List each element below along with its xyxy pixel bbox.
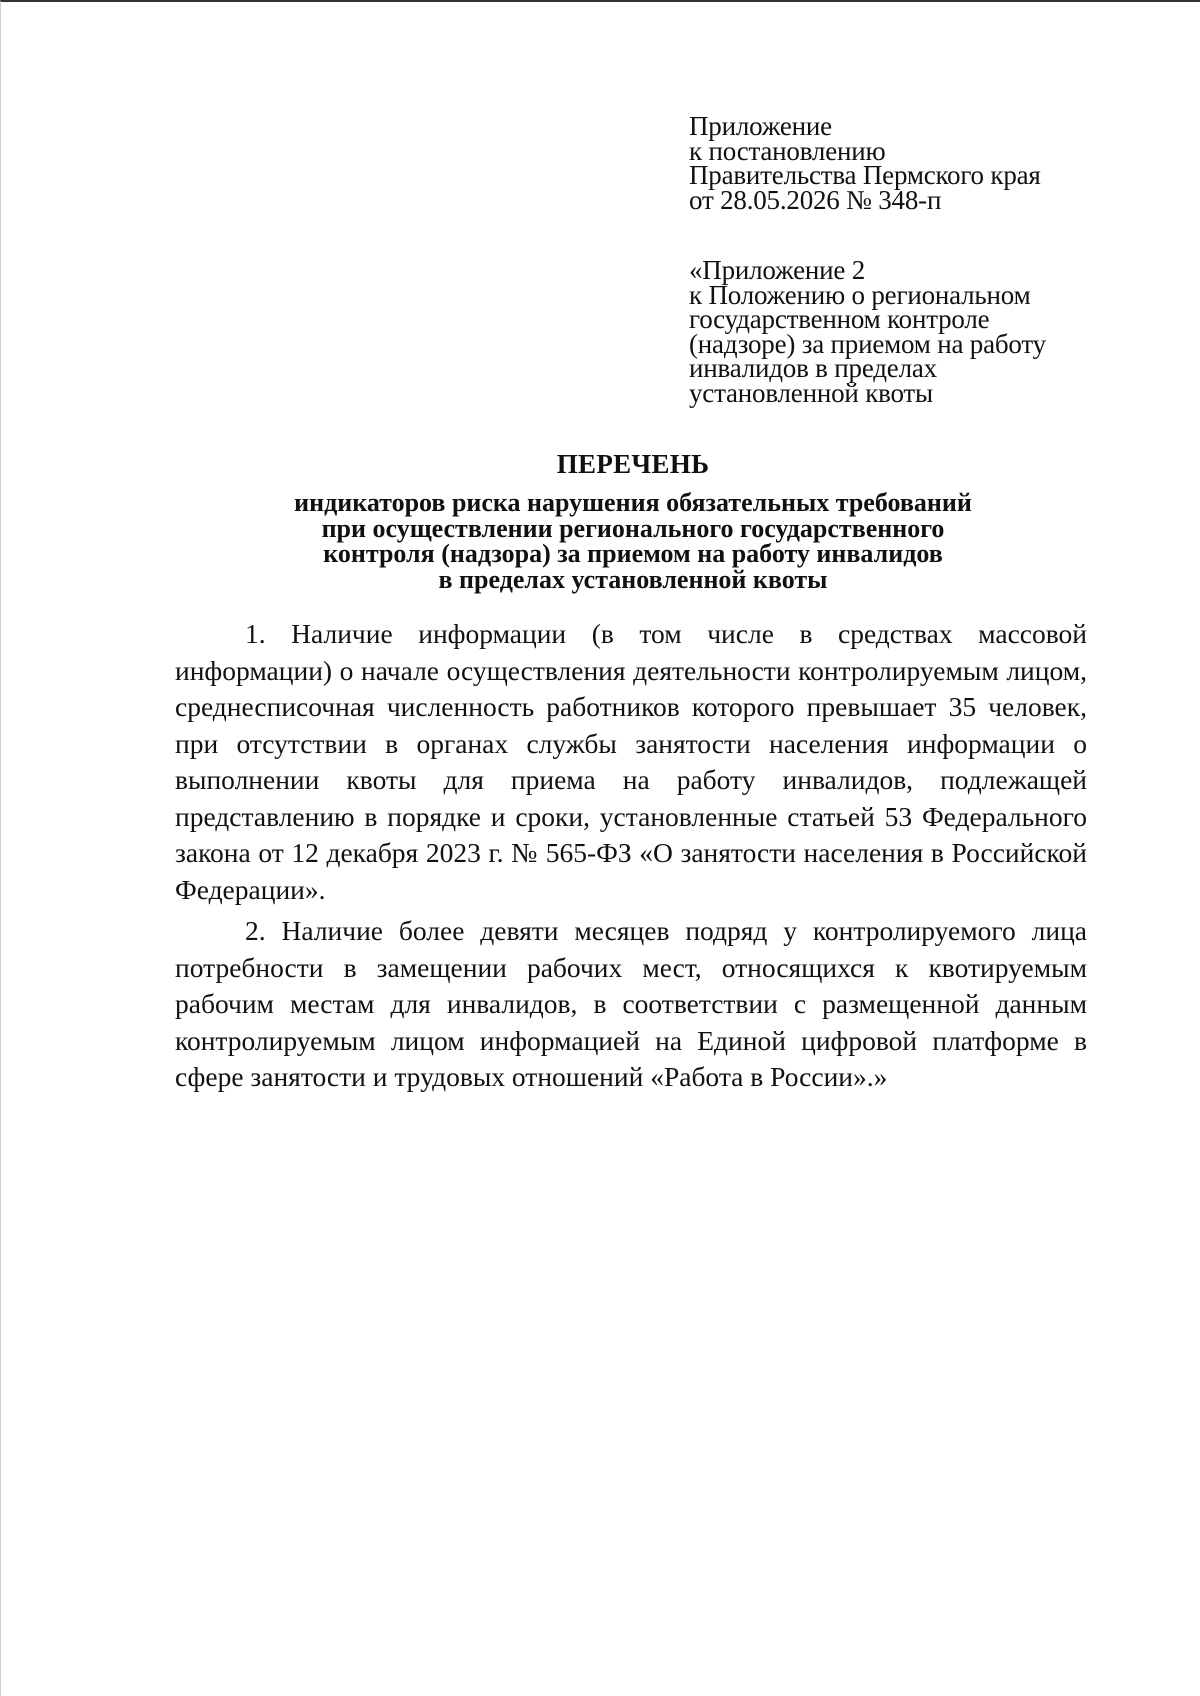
subtitle-line: в пределах установленной квоты: [438, 564, 828, 594]
attachment-line: к постановлению: [689, 135, 886, 166]
paragraph-item-1: 1. Наличие информации (в том числе в средствах массовой информации) о начале осуществления деятельности контролируемым лицом, среднесписочная численность работников которого превышает 35 человек, при отсутствии в органах службы занятости населения информации о выполнении квоты для приема на работу инвалидов, подлежащей представлению в порядке и сроки, установленные статьей 53 Федерального закона от 12 декабря 2023 г. № 565-ФЗ «О занятости населения в Российской Федерации».: [175, 618, 1087, 905]
appendix-line: установленной квоты: [689, 377, 933, 408]
subtitle-line: при осуществлении регионального государственного: [321, 513, 945, 543]
appendix-line: инвалидов в пределах: [689, 353, 937, 383]
appendix-line: государственном контроле: [689, 304, 990, 334]
attachment-line: Приложение: [689, 111, 832, 141]
document-subtitle: [1, 490, 1200, 592]
attachment-line: Правительства Пермского края: [689, 160, 1041, 190]
attachment-header: [689, 111, 1109, 215]
document-body: [175, 616, 1087, 1101]
subtitle-line: индикаторов риска нарушения обязательных требований: [294, 488, 972, 517]
document-title: ПЕРЕЧЕНЬ: [556, 449, 710, 479]
paragraph-item-2: 2. Наличие более девяти месяцев подряд у контролируемого лица потребности в замещении рабочих мест, относящихся к квотируемым рабочим местам для инвалидов, в соответствии с размещенной данным контролируемым лицом информацией на Единой цифровой платформе в сфере занятости и трудовых отношений «Работа в России».»: [175, 915, 1087, 1092]
subtitle-line: контроля (надзора) за приемом на работу инвалидов: [323, 539, 943, 568]
appendix-line: (надзоре) за приемом на работу: [689, 328, 1046, 359]
appendix-line: к Положению о региональном: [689, 279, 1031, 310]
appendix-reference: [689, 255, 1109, 408]
appendix-line: «Приложение 2: [689, 255, 866, 285]
attachment-line: от 28.05.2026 № 348-п: [689, 184, 942, 215]
